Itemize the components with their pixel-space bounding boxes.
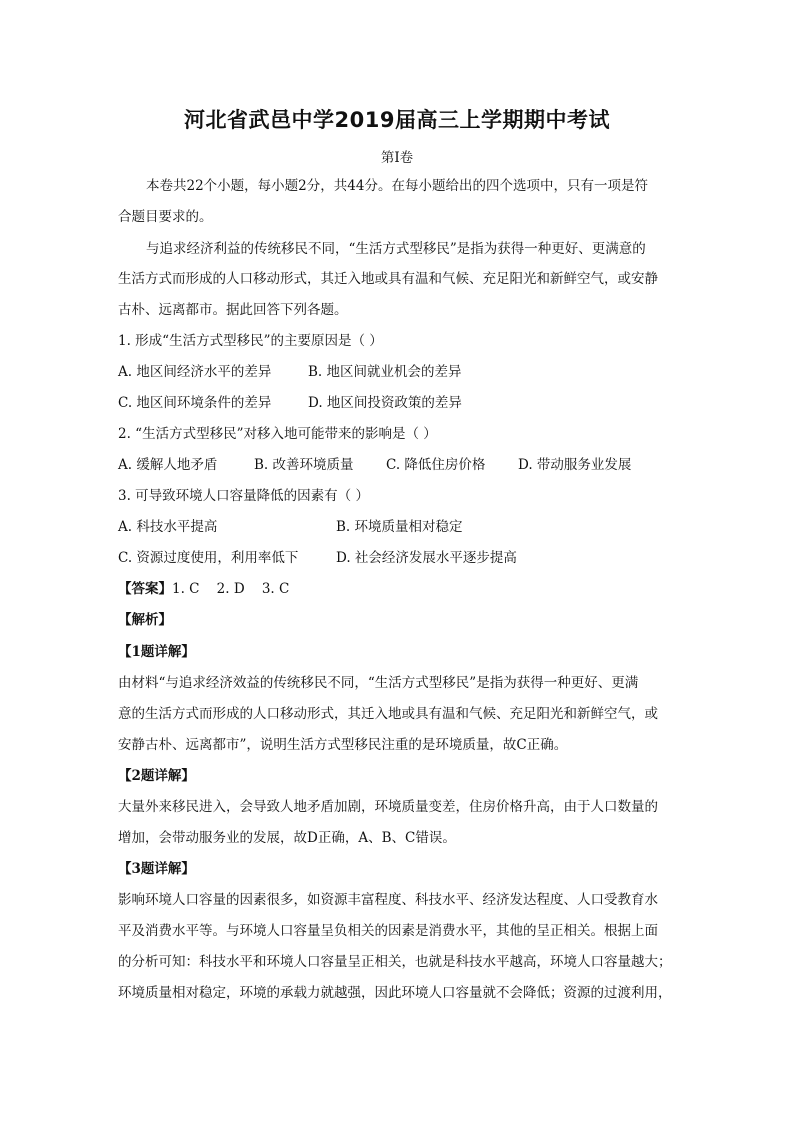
detail-2-line-1: 大量外来移民进入，会导致人地矛盾加剧，环境质量变差，住房价格升高，由于人口数量的 <box>118 799 658 815</box>
detail-3-line-3: 的分析可知：科技水平和环境人口容量呈正相关，也就是科技水平越高，环境人口容量越大； <box>118 954 672 970</box>
answer-label: 【答案】 <box>118 581 172 597</box>
question-1-option-d: D. 地区间投资政策的差异 <box>308 395 462 411</box>
detail-1-line-3: 安静古朴、远离都市”，说明生活方式型移民注重的是环境质量，故C正确。 <box>118 737 568 753</box>
answer-values: 1. C 2. D 3. C <box>172 581 290 597</box>
question-1-option-b: B. 地区间就业机会的差异 <box>308 364 462 380</box>
analysis-label: 【解析】 <box>118 612 172 628</box>
section-heading: 第I卷 <box>380 150 414 166</box>
passage-line-1: 与追求经济利益的传统移民不同，“生活方式型移民”是指为获得一种更好、更满意的 <box>146 241 646 257</box>
detail-3-line-4: 环境质量相对稳定，环境的承载力就越强，因此环境人口容量就不会降低；资源的过渡利用， <box>118 985 672 1001</box>
passage-line-3: 古朴、远离都市。据此回答下列各题。 <box>118 302 348 318</box>
question-2-stem: 2. “生活方式型移民”对移入地可能带来的影响是（ ） <box>118 426 437 442</box>
question-3-stem: 3. 可导致环境人口容量降低的因素有（ ） <box>118 488 369 504</box>
passage-line-2: 生活方式而形成的人口移动形式，其迁入地或具有温和气候、充足阳光和新鲜空气，或安静 <box>118 271 658 287</box>
page-title: 河北省武邑中学2019届高三上学期期中考试 <box>184 108 610 132</box>
question-3-option-a: A. 科技水平提高 <box>118 519 218 535</box>
detail-1-label: 【1题详解】 <box>118 644 195 660</box>
question-2-option-c: C. 降低住房价格 <box>386 457 486 473</box>
question-1-stem: 1. 形成“生活方式型移民”的主要原因是（ ） <box>118 333 383 349</box>
detail-3-label: 【3题详解】 <box>118 861 195 877</box>
question-3-option-b: B. 环境质量相对稳定 <box>336 519 463 535</box>
detail-3-line-2: 平及消费水平等。与环境人口容量呈负相关的因素是消费水平，其他的呈正相关。根据上面 <box>118 923 658 939</box>
detail-1-line-2: 意的生活方式而形成的人口移动形式，其迁入地或具有温和气候、充足阳光和新鲜空气，或 <box>118 706 658 722</box>
detail-3-line-1: 影响环境人口容量的因素很多，如资源丰富程度、科技水平、经济发达程度、人口受教育水 <box>118 892 658 908</box>
answer-row <box>118 580 676 598</box>
question-3-option-c: C. 资源过度使用，利用率低下 <box>118 550 299 566</box>
question-1-option-c: C. 地区间环境条件的差异 <box>118 395 272 411</box>
question-1-option-a: A. 地区间经济水平的差异 <box>118 364 272 380</box>
question-2-option-a: A. 缓解人地矛盾 <box>118 457 218 473</box>
intro-line-2: 合题目要求的。 <box>118 209 213 225</box>
detail-2-line-2: 增加，会带动服务业的发展，故D正确，A、B、C错误。 <box>118 830 456 846</box>
detail-2-label: 【2题详解】 <box>118 768 195 784</box>
question-2-option-d: D. 带动服务业发展 <box>518 457 632 473</box>
intro-line-1: 本卷共22个小题，每小题2分，共44分。在每小题给出的四个选项中，只有一项是符 <box>146 178 648 194</box>
question-3-option-d: D. 社会经济发展水平逐步提高 <box>336 550 517 566</box>
detail-1-line-1: 由材料“与追求经济效益的传统移民不同，“生活方式型移民”是指为获得一种更好、更满 <box>118 675 639 691</box>
question-2-option-b: B. 改善环境质量 <box>254 457 354 473</box>
